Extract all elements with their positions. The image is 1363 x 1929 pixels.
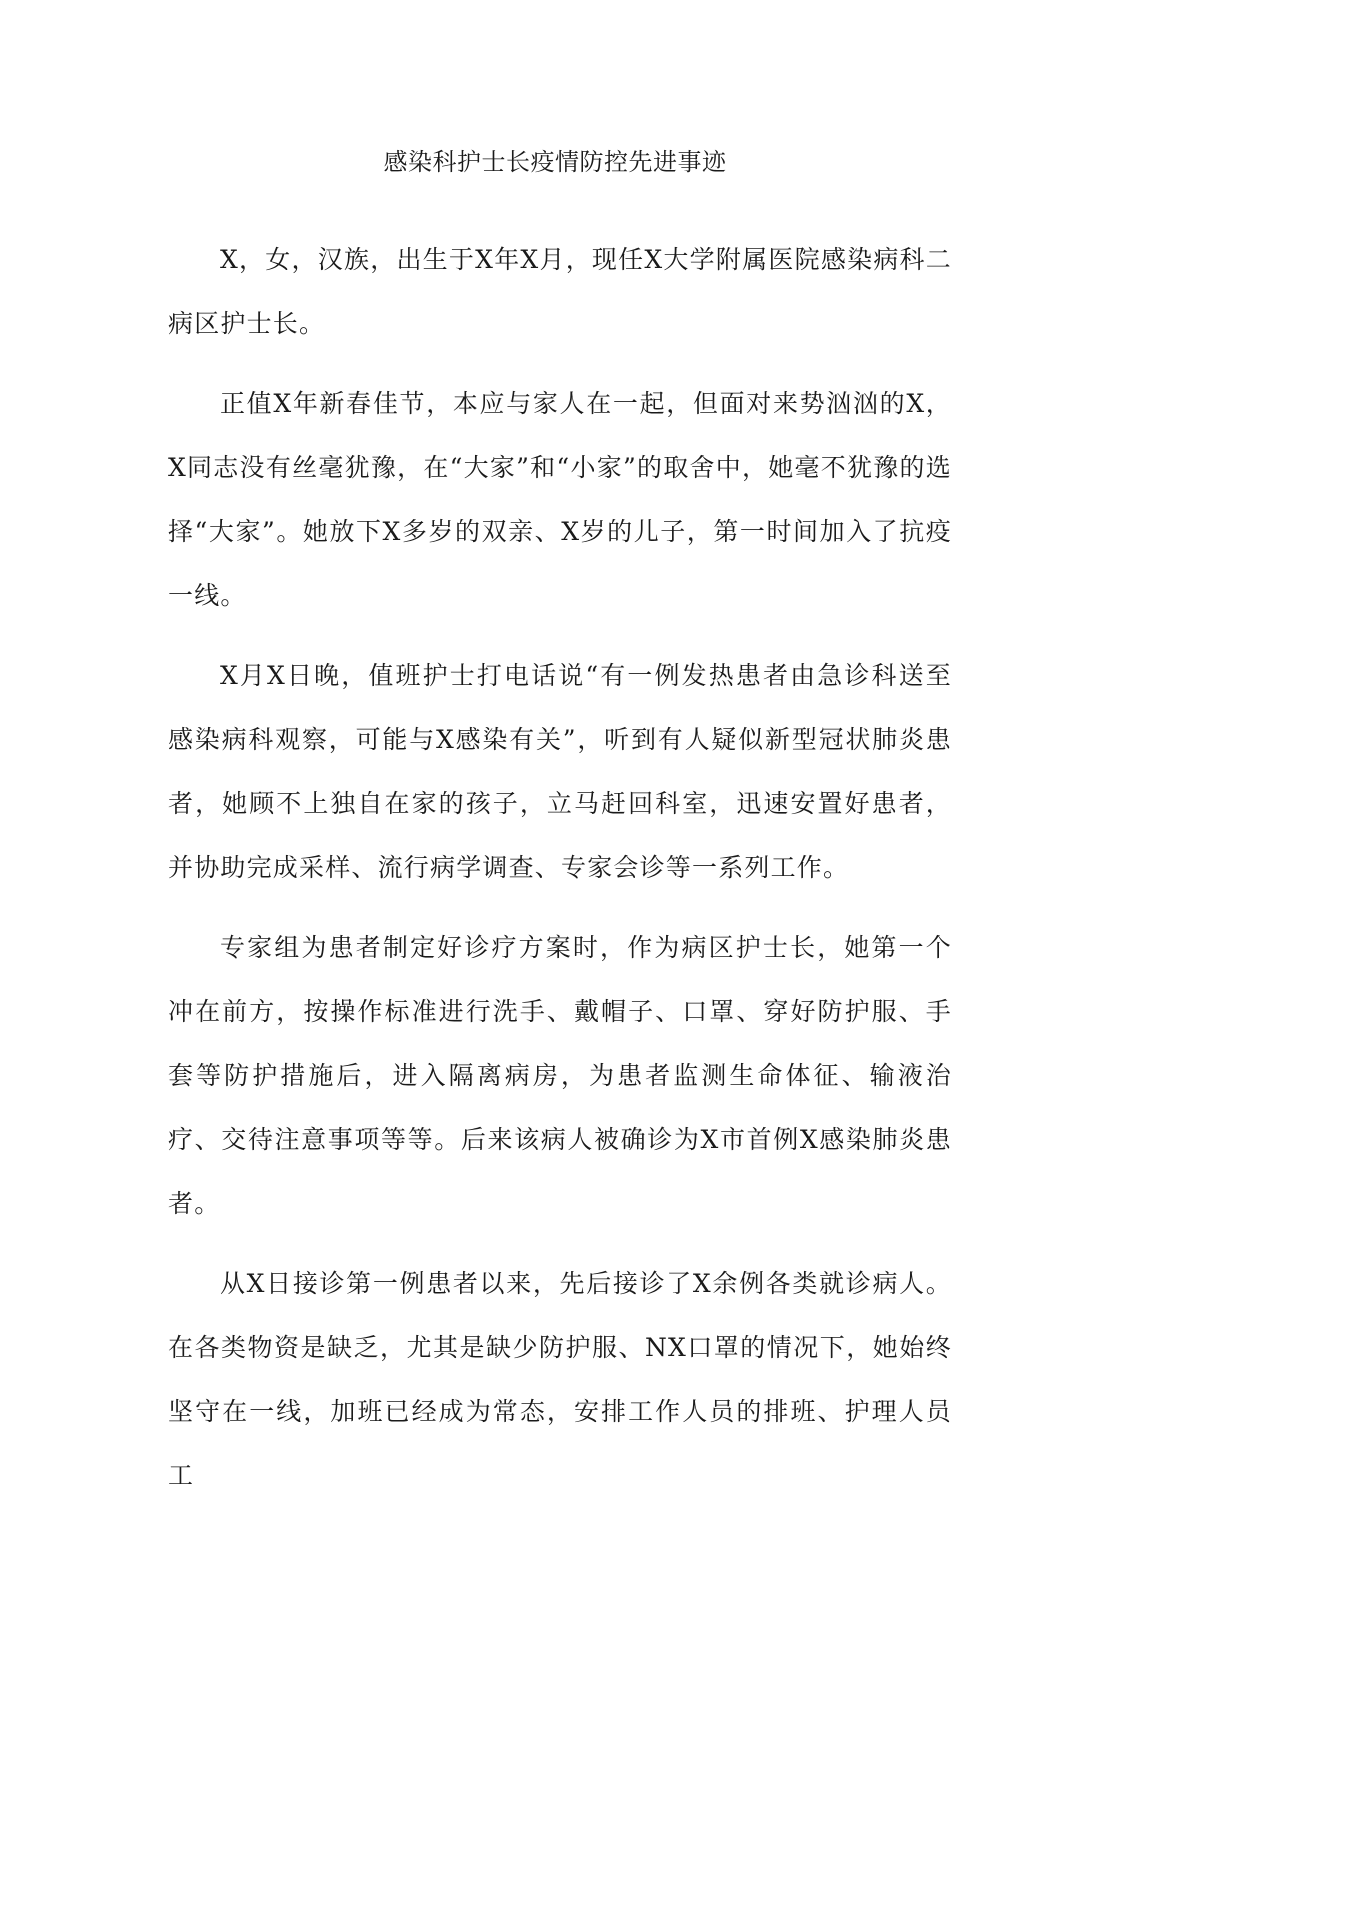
paragraph: X，女，汉族，出生于X年X月，现任X大学附属医院感染病科二病区护士长。: [168, 245, 952, 338]
document-body: [168, 228, 952, 1524]
paragraph: 从X日接诊第一例患者以来，先后接诊了X余例各类就诊病人。在各类物资是缺乏，尤其是缺少防护服、NX口罩的情况下，她始终坚守在一线，加班已经成为常态，安排工作人员的排班、护理人员工: [168, 1269, 952, 1490]
paragraph: 正值X年新春佳节，本应与家人在一起，但面对来势汹汹的X，X同志没有丝毫犹豫，在“大家”和“小家”的取舍中，她毫不犹豫的选择“大家”。她放下X多岁的双亲、X岁的儿子，第一时间加入了抗疫一线。: [168, 389, 952, 610]
paragraph: X月X日晚，值班护士打电话说“有一例发热患者由急诊科送至感染病科观察，可能与X感染有关”，听到有人疑似新型冠状肺炎患者，她顾不上独自在家的孩子，立马赶回科室，迅速安置好患者，并协助完成采样、流行病学调查、专家会诊等一系列工作。: [168, 661, 952, 882]
document-title: 感染科护士长疫情防控先进事迹: [383, 148, 727, 176]
paragraph: 专家组为患者制定好诊疗方案时，作为病区护士长，她第一个冲在前方，按操作标准进行洗手、戴帽子、口罩、穿好防护服、手套等防护措施后，进入隔离病房，为患者监测生命体征、输液治疗、交待注意事项等等。后来该病人被确诊为X市首例X感染肺炎患者。: [168, 933, 952, 1218]
